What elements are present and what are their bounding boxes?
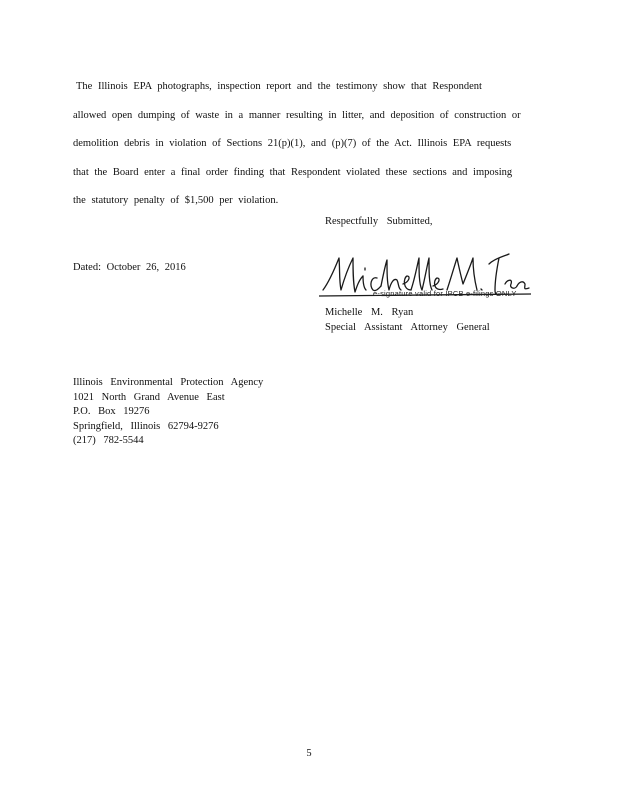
body-paragraph: [73, 73, 543, 216]
date-line: Dated: October 26, 2016: [73, 262, 186, 273]
agency-address: [73, 376, 263, 449]
paragraph-line: that the Board enter a final order finding that Respondent violated these sections and imposing: [73, 166, 513, 178]
agency-po-box: P.O. Box 19276: [73, 406, 150, 417]
paragraph-line: The Illinois EPA photographs, inspection report and the testimony show that Respondent: [76, 81, 482, 92]
agency-phone: (217) 782-5544: [73, 435, 144, 446]
paragraph-line: the statutory penalty of $1,500 per violation.: [73, 195, 279, 207]
signer-title: Special Assistant Attorney General: [325, 322, 490, 333]
signer-info: [325, 305, 490, 335]
paragraph-line: demolition debris in violation of Sections 21(p)(1), and (p)(7) of the Act. Illinois EPA requests: [73, 138, 512, 150]
page-number: 5: [306, 748, 312, 759]
paragraph-line: allowed open dumping of waste in a manner resulting in litter, and deposition of construction or: [73, 109, 521, 121]
agency-name: Illinois Environmental Protection Agency: [73, 377, 264, 388]
agency-street: 1021 North Grand Avenue East: [73, 391, 225, 403]
agency-city: Springfield, Illinois 62794-9276: [73, 420, 219, 432]
signature-caption: e-signature valid for IPCB e-filings ONLY: [373, 289, 517, 298]
closing-text: Respectfully Submitted,: [325, 216, 433, 227]
signer-name: Michelle M. Ryan: [325, 307, 414, 318]
